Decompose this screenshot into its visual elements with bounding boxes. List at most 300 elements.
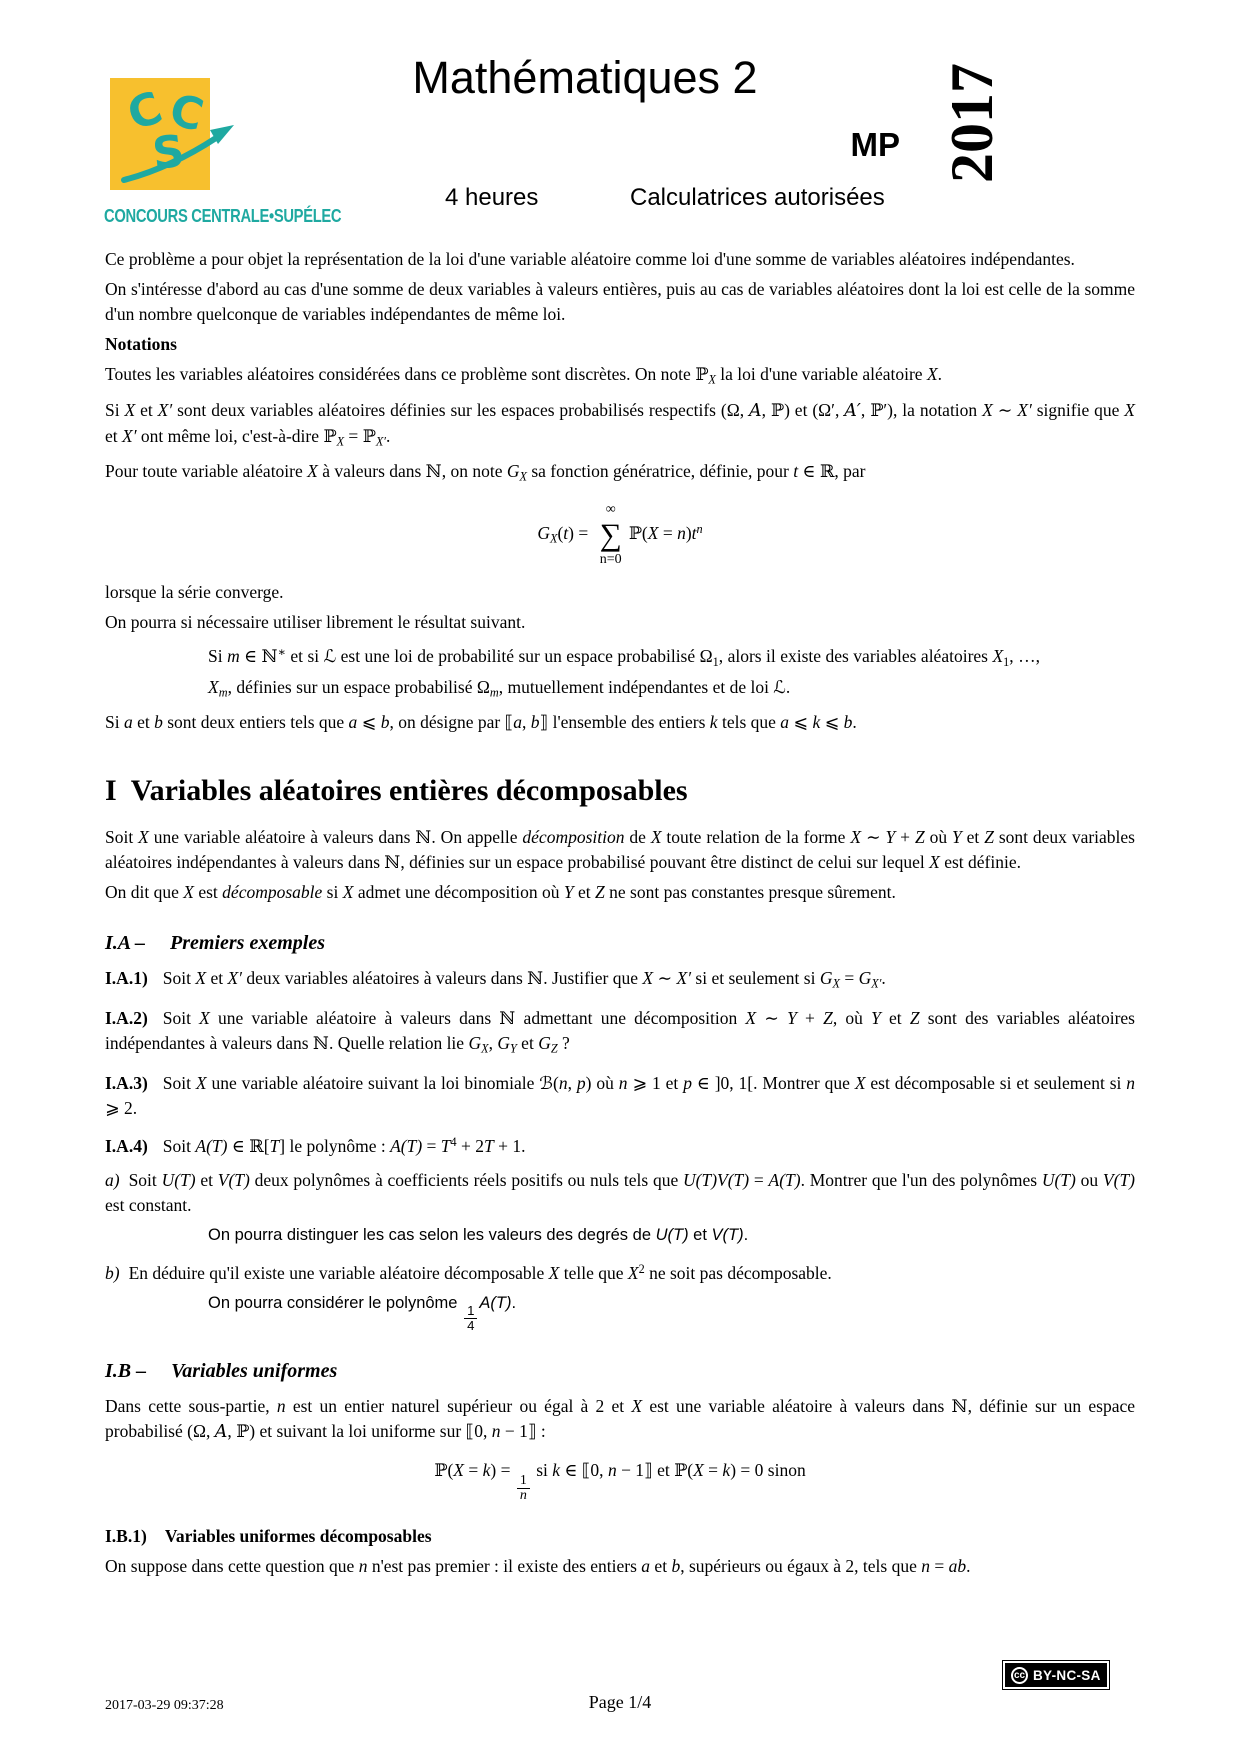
text-segment: − 1⟧ : (500, 1421, 546, 1442)
text-segment: deux variables aléatoires à valeurs dans ℕ. Justifier que (242, 968, 643, 989)
text-segment: Y (952, 827, 962, 848)
text-segment: X (745, 1008, 757, 1029)
text-segment: = (422, 1135, 441, 1156)
text-segment: et (880, 1008, 910, 1029)
text-segment: deux polynômes à coefficients réels positifs ou nuls tels que (249, 1169, 683, 1190)
year-label: 2017 (939, 63, 1005, 183)
text-segment: A(T) (479, 1294, 512, 1313)
text-segment: ) (685, 523, 692, 544)
text-segment: On suppose dans cette question que (105, 1556, 359, 1577)
text-segment: 1 (1003, 654, 1010, 669)
calculators-label: Calculatrices autorisées (630, 184, 885, 211)
text-segment: , (522, 712, 531, 733)
text-segment: ∈ ]0, 1[. Montrer que (691, 1072, 855, 1093)
text-segment: , …, (1009, 646, 1040, 667)
text-segment: est une variable aléatoire à valeurs dans ℕ, définie sur un espace probabilisé (Ω, (105, 1396, 1135, 1442)
intro-paragraph (105, 277, 1135, 327)
text-segment: X (832, 977, 840, 992)
text-segment: si (531, 1460, 553, 1481)
document-body (105, 242, 1135, 1584)
text-segment: ? (557, 1033, 570, 1054)
text-segment: ( (557, 523, 564, 544)
text-segment: ∈ ℕ (239, 646, 278, 667)
text-segment: ⩽ (820, 712, 844, 733)
text-segment: On dit que (105, 882, 184, 903)
text-segment: ⩾ 1 et (627, 1072, 684, 1093)
text-segment: , alors il existe des variables aléatoires (718, 646, 993, 667)
text-segment: X (929, 852, 940, 873)
text-segment: b (843, 712, 853, 733)
text-segment: Y (563, 882, 574, 903)
text-segment: ℙ (323, 425, 337, 446)
svg-text:C: C (164, 84, 209, 142)
text-segment: Y (787, 1008, 797, 1029)
text-segment: . (937, 364, 943, 384)
text-segment: Pour toute variable aléatoire (105, 461, 308, 482)
text-segment: G (819, 968, 833, 989)
text-segment: ℙ( (628, 523, 648, 544)
text-segment: V(T) (711, 1225, 744, 1244)
text-segment: t (793, 461, 799, 482)
text-segment: k (812, 712, 821, 733)
text-segment: X (642, 968, 654, 989)
text-segment: si (322, 882, 343, 903)
text-segment: , définies sur un espace probabilisé Ω (227, 676, 490, 697)
text-segment: X (138, 827, 149, 848)
text-segment: Si (105, 399, 125, 420)
footer-page-number: Page 1/4 (588, 1692, 652, 1712)
text-segment: n (677, 523, 686, 544)
fraction (517, 1474, 530, 1504)
text-segment: ⩽ (357, 712, 381, 733)
text-segment: n (491, 1421, 501, 1442)
text-segment: à valeurs dans ℕ, on note (317, 461, 507, 482)
text-segment: p (576, 1072, 586, 1093)
text-segment: t (563, 523, 569, 544)
text-segment: une variable aléatoire à valeurs dans ℕ admettant une décomposition (209, 1008, 746, 1029)
text-segment: ∈ ℝ, par (798, 461, 866, 482)
text-segment: est définie. (939, 852, 1021, 873)
text-segment: et (688, 1225, 712, 1244)
text-segment: + (796, 1008, 824, 1029)
text-segment: et (132, 712, 155, 733)
text-segment: Variables uniformes décomposables (164, 1526, 432, 1547)
text-segment: , (567, 1072, 577, 1093)
text-segment: X (481, 1041, 489, 1056)
text-segment: décomposition (522, 827, 625, 848)
text-segment: la loi d'une variable aléatoire (715, 364, 927, 384)
text-segment: Soit (105, 827, 139, 848)
text-segment: m (489, 685, 499, 700)
text-segment: . (852, 712, 857, 733)
organization-name: CONCOURS CENTRALE•SUPÉLEC (104, 206, 342, 226)
text-segment: ∼ (653, 968, 677, 989)
text-segment: . (743, 1225, 749, 1244)
text-segment: X (183, 882, 194, 903)
block-label: b) (105, 1263, 120, 1284)
text-segment: X (195, 1072, 207, 1093)
text-segment: X (453, 1460, 464, 1481)
text-segment: ) = (490, 1460, 515, 1481)
text-segment: admet une décomposition où (353, 882, 564, 903)
text-segment: X (1124, 399, 1135, 420)
text-segment: On s'intéresse d'abord au cas d'une somme de deux variables à valeurs entières, puis au cas de variables aléatoires dont la loi est celle de la somme d'un nombre quelconque de variables indépendantes de même loi. (105, 279, 1135, 324)
text-segment: A(T) (195, 1135, 228, 1156)
text-segment: a (641, 1556, 651, 1577)
text-segment: ab (948, 1556, 967, 1577)
text-segment: Soit (162, 1072, 196, 1093)
text-segment: de (624, 827, 651, 848)
text-segment: et si ℒ est une loi de probabilité sur un espace probabilisé Ω (285, 646, 713, 667)
question-heading-IB1 (105, 1524, 1135, 1549)
text-segment: n (276, 1396, 286, 1417)
text-segment: telle que (559, 1263, 628, 1284)
text-segment: b (154, 712, 163, 733)
text-segment: X (708, 372, 716, 387)
text-segment: X (549, 531, 558, 546)
text-segment: k (722, 1460, 731, 1481)
text-segment: X (519, 470, 527, 485)
text-segment: Ce problème a pour objet la représentation de la loi d'une variable aléatoire comme loi d'une somme de variables aléatoires indépendantes. (105, 249, 1075, 269)
duration-label: 4 heures (445, 184, 539, 211)
text-segment: A (214, 1422, 228, 1443)
section-paragraph (105, 1554, 1135, 1579)
block-label: I.A.3) (105, 1072, 148, 1093)
text-segment: ∼ (992, 399, 1018, 420)
notations-paragraph (105, 362, 1135, 393)
page-title: Mathématiques 2 (412, 52, 758, 103)
text-segment: En déduire qu'il existe une variable aléatoire décomposable (128, 1263, 549, 1284)
text-segment: + 2 (456, 1135, 485, 1156)
text-segment: n (1126, 1072, 1136, 1093)
text-segment: X (199, 1008, 210, 1029)
text-segment: sa fonction génératrice, définie, pour (526, 461, 794, 482)
question-IA4 (105, 1130, 1135, 1159)
text-segment: Y (871, 1008, 881, 1029)
notations-paragraph (105, 710, 1135, 735)
text-segment: ] le polynôme : (279, 1135, 391, 1156)
text-segment: ⩽ (789, 712, 813, 733)
text-segment: Z (823, 1008, 833, 1029)
text-segment: X (982, 399, 993, 420)
text-segment: et (573, 882, 596, 903)
text-segment: Z (595, 882, 605, 903)
text-segment: X′ (676, 968, 692, 989)
text-segment: m (227, 646, 240, 667)
text-segment: G (497, 1033, 510, 1054)
text-segment: une variable aléatoire à valeurs dans ℕ. On appelle (148, 827, 523, 848)
text-segment: X (650, 827, 662, 848)
sum-upper-limit: ∞ (605, 502, 616, 518)
text-segment: A(T) (390, 1135, 423, 1156)
text-segment: X (854, 1072, 866, 1093)
text-segment: ne sont pas constantes presque sûrement. (604, 882, 896, 903)
text-segment: = (658, 523, 678, 544)
question-IA4b (105, 1257, 1135, 1286)
text-segment: Z (550, 1041, 558, 1056)
text-segment: . (881, 968, 886, 989)
generating-function-formula (105, 503, 1135, 567)
text-segment: b (671, 1556, 681, 1577)
text-segment: − 1⟧ et ℙ( (616, 1460, 694, 1481)
text-segment: est un entier naturel supérieur ou égal à 2 et (285, 1396, 632, 1417)
text-segment: U(T)V(T) (683, 1169, 750, 1190)
text-segment: On pourra distinguer les cas selon les valeurs des degrés de (208, 1225, 656, 1244)
text-segment: Y (509, 1041, 517, 1056)
text-segment: ∼ (861, 827, 886, 848)
text-segment: 1 (712, 654, 719, 669)
question-IA2 (105, 1006, 1135, 1062)
text-segment: U(T) (1041, 1169, 1076, 1190)
admitted-result (208, 640, 1040, 705)
fraction-denominator: 4 (467, 1318, 475, 1334)
uniform-law-formula (105, 1458, 1135, 1504)
text-segment: b (380, 712, 390, 733)
text-segment: décomposable (222, 882, 323, 903)
text-segment: Si (208, 646, 228, 667)
fraction (464, 1304, 477, 1333)
text-segment: n (607, 1460, 617, 1481)
text-segment: . (386, 425, 391, 446)
text-segment: ⩾ 2. (105, 1097, 138, 1118)
block-label: I (105, 774, 117, 808)
block-label: I.A.2) (105, 1008, 148, 1029)
text-segment: tels que (717, 712, 781, 733)
notations-paragraph (105, 580, 1135, 605)
notations-paragraph (105, 459, 1135, 490)
text-segment: = (749, 1169, 769, 1190)
text-segment: X′ (375, 434, 386, 449)
intro-paragraph (105, 247, 1135, 272)
text-segment: sont deux variables aléatoires indépendantes à valeurs dans ℕ, définies sur un espace probabilisé pouvant être distinct de celui sur lequel (105, 827, 1135, 873)
text-segment: et (516, 1033, 539, 1054)
text-segment: ) où (585, 1072, 619, 1093)
text-segment: , (488, 1033, 498, 1054)
text-segment: ) = 0 sinon (730, 1460, 806, 1481)
text-segment: G (468, 1033, 482, 1054)
text-segment: signifie que (1031, 399, 1125, 420)
text-segment: = (463, 1460, 483, 1481)
text-segment: lorsque la série converge. (105, 582, 284, 603)
sum-symbol: ∑ (599, 517, 622, 553)
text-segment: , on désigne par ⟦ (389, 712, 514, 733)
text-segment: ou (1075, 1169, 1103, 1190)
text-segment: n (558, 1072, 568, 1093)
svg-text:S: S (150, 125, 187, 180)
text-segment: G (538, 1033, 551, 1054)
section-paragraph (105, 880, 1135, 905)
text-segment: ∼ (756, 1008, 788, 1029)
text-segment: X (631, 1396, 643, 1417)
text-segment: X (307, 461, 318, 482)
text-segment: une variable aléatoire suivant la loi binomiale ℬ( (206, 1072, 559, 1093)
text-segment: k (552, 1460, 561, 1481)
block-label: I.B.1) (105, 1526, 147, 1547)
text-segment: + (895, 827, 915, 848)
question-IA3 (105, 1071, 1135, 1121)
text-segment: Variables uniformes (171, 1360, 338, 1383)
footer-timestamp: 2017-03-29 09:37:28 (105, 1698, 224, 1713)
text-segment: X (850, 827, 862, 848)
text-segment: Soit (162, 1135, 196, 1156)
block-label: I.A.1) (105, 968, 148, 989)
text-segment: sont des variables aléatoires indépendantes à valeurs dans ℕ. Quelle relation lie (105, 1008, 1135, 1054)
text-segment: G (537, 523, 550, 544)
text-segment: k (482, 1460, 491, 1481)
hint-IA4b (208, 1291, 1135, 1333)
text-segment: X′ (122, 425, 137, 446)
text-segment: ∈ ℝ[ (227, 1135, 270, 1156)
text-segment: b (530, 712, 540, 733)
text-segment: ℙ (695, 364, 709, 384)
text-segment: X (336, 434, 345, 449)
sum-operator (600, 503, 622, 567)
text-segment: Premiers exemples (170, 932, 325, 955)
text-segment: n (358, 1556, 368, 1577)
cc-license-text: BY-NC-SA (1033, 1667, 1101, 1683)
text-segment: Dans cette sous-partie, (105, 1396, 277, 1417)
text-segment: , ℙ) et (Ω′, (761, 399, 845, 420)
text-segment: On pourra si nécessaire utiliser librement le résultat suivant. (105, 612, 526, 633)
text-segment: X (208, 676, 219, 697)
hint-IA4a (208, 1223, 1135, 1248)
fraction-numerator: 1 (517, 1474, 530, 1490)
text-segment: = ℙ (344, 425, 376, 446)
fraction-denominator: n (519, 1488, 527, 1504)
text-segment: V(T) (217, 1169, 250, 1190)
text-segment: = (839, 968, 859, 989)
block-label: I.B – (105, 1360, 147, 1383)
text-segment: A (748, 400, 762, 421)
text-segment: ont même loi, c'est-à-dire (136, 425, 324, 446)
text-segment: U(T) (655, 1225, 689, 1244)
text-segment: et (650, 1556, 672, 1577)
text-segment: ne soit pas décomposable. (644, 1263, 832, 1284)
section-heading-I (105, 773, 1135, 809)
text-segment: = (703, 1460, 723, 1481)
block-label: I.A.4) (105, 1135, 148, 1156)
text-segment: X′ (1017, 399, 1032, 420)
text-segment: 2 (638, 1261, 645, 1276)
text-segment: Variables aléatoires entières décomposables (130, 774, 688, 808)
text-segment: Y (885, 827, 896, 848)
block-label: a) (105, 1169, 120, 1190)
text-segment: = (929, 1556, 949, 1577)
text-segment: ∈ ⟦0, (560, 1460, 608, 1481)
text-segment: X (647, 523, 659, 544)
text-segment: sont deux variables aléatoires définies sur les espaces probabilisés respectifs (Ω, (172, 399, 749, 420)
text-segment: Soit (128, 1169, 162, 1190)
text-segment: U(T) (161, 1169, 196, 1190)
text-segment: a (123, 712, 133, 733)
block-label: I.A – (105, 932, 146, 955)
text-segment: n'est pas premier : il existe des entiers (367, 1556, 642, 1577)
text-segment: a (348, 712, 358, 733)
text-segment: est constant. (105, 1194, 192, 1215)
text-segment: ⟧ l'ensemble des entiers (539, 712, 710, 733)
text-segment: , ℙ) et suivant la loi uniforme sur ⟦0, (227, 1421, 492, 1442)
text-segment: est (193, 882, 223, 903)
text-segment: T (484, 1135, 494, 1156)
text-segment: et (105, 425, 123, 446)
text-segment: sont deux entiers tels que (162, 712, 349, 733)
fraction-numerator: 1 (464, 1304, 477, 1319)
subsection-heading-IA (105, 931, 1135, 956)
section-paragraph (105, 1394, 1135, 1445)
text-segment: , ℙ′), la notation (860, 399, 983, 420)
text-segment: et (135, 399, 158, 420)
sum-lower-limit: n=0 (599, 552, 622, 568)
section-paragraph (105, 825, 1135, 875)
text-segment: X (926, 364, 938, 384)
text-segment: X (342, 882, 354, 903)
text-segment: X (195, 968, 207, 989)
text-segment: + 1. (493, 1135, 526, 1156)
text-segment: m (218, 685, 228, 700)
text-segment: et (961, 827, 985, 848)
text-segment: X (693, 1460, 704, 1481)
text-segment: A(T) (768, 1169, 801, 1190)
text-segment: T (269, 1135, 280, 1156)
text-segment: X′ (227, 968, 242, 989)
text-segment: Toutes les variables aléatoires considérées dans ce problème sont discrètes. On note (105, 364, 696, 384)
track-label: MP (850, 126, 900, 163)
text-segment: V(T) (1102, 1169, 1135, 1190)
text-segment: Notations (105, 334, 177, 354)
text-segment: X (627, 1263, 639, 1284)
text-segment: n (696, 521, 703, 536)
text-segment: G (506, 461, 520, 482)
text-segment: si et seulement si (691, 968, 820, 989)
text-segment: ) = (568, 523, 593, 544)
text-segment: Soit (162, 1008, 200, 1029)
subsection-heading-IB (105, 1359, 1135, 1384)
text-segment: Z (984, 827, 994, 848)
text-segment: , mutuellement indépendantes et de loi ℒ. (498, 676, 791, 697)
text-segment: Si (105, 712, 124, 733)
text-segment: X (992, 646, 1004, 667)
text-segment: On pourra considérer le polynôme (208, 1294, 463, 1313)
text-segment: G (858, 968, 872, 989)
text-segment: a (513, 712, 523, 733)
text-segment: n (618, 1072, 628, 1093)
text-segment: ∗ (277, 645, 286, 660)
text-segment: Z (909, 1008, 920, 1029)
text-segment: n (921, 1556, 930, 1577)
text-segment: k (709, 712, 718, 733)
notations-paragraph (105, 398, 1135, 455)
text-segment: et (195, 1169, 218, 1190)
text-segment: Soit (162, 968, 196, 989)
text-segment: . (511, 1294, 517, 1313)
text-segment: et (206, 968, 228, 989)
text-segment: X (548, 1263, 560, 1284)
text-segment: toute relation de la forme (661, 827, 851, 848)
svg-text:C: C (121, 82, 169, 142)
text-segment: , où (832, 1008, 872, 1029)
text-segment: ℙ( (434, 1460, 454, 1481)
text-segment: T (440, 1135, 451, 1156)
text-segment: X′ (157, 399, 173, 420)
cc-license-badge (1002, 1660, 1110, 1690)
question-IA4a (105, 1168, 1135, 1218)
text-segment: Z (914, 827, 925, 848)
text-segment: X′ (871, 977, 882, 992)
notations-paragraph (105, 610, 1135, 635)
text-segment: . (966, 1556, 971, 1577)
question-IA1 (105, 966, 1135, 997)
text-segment: A′ (844, 400, 861, 421)
